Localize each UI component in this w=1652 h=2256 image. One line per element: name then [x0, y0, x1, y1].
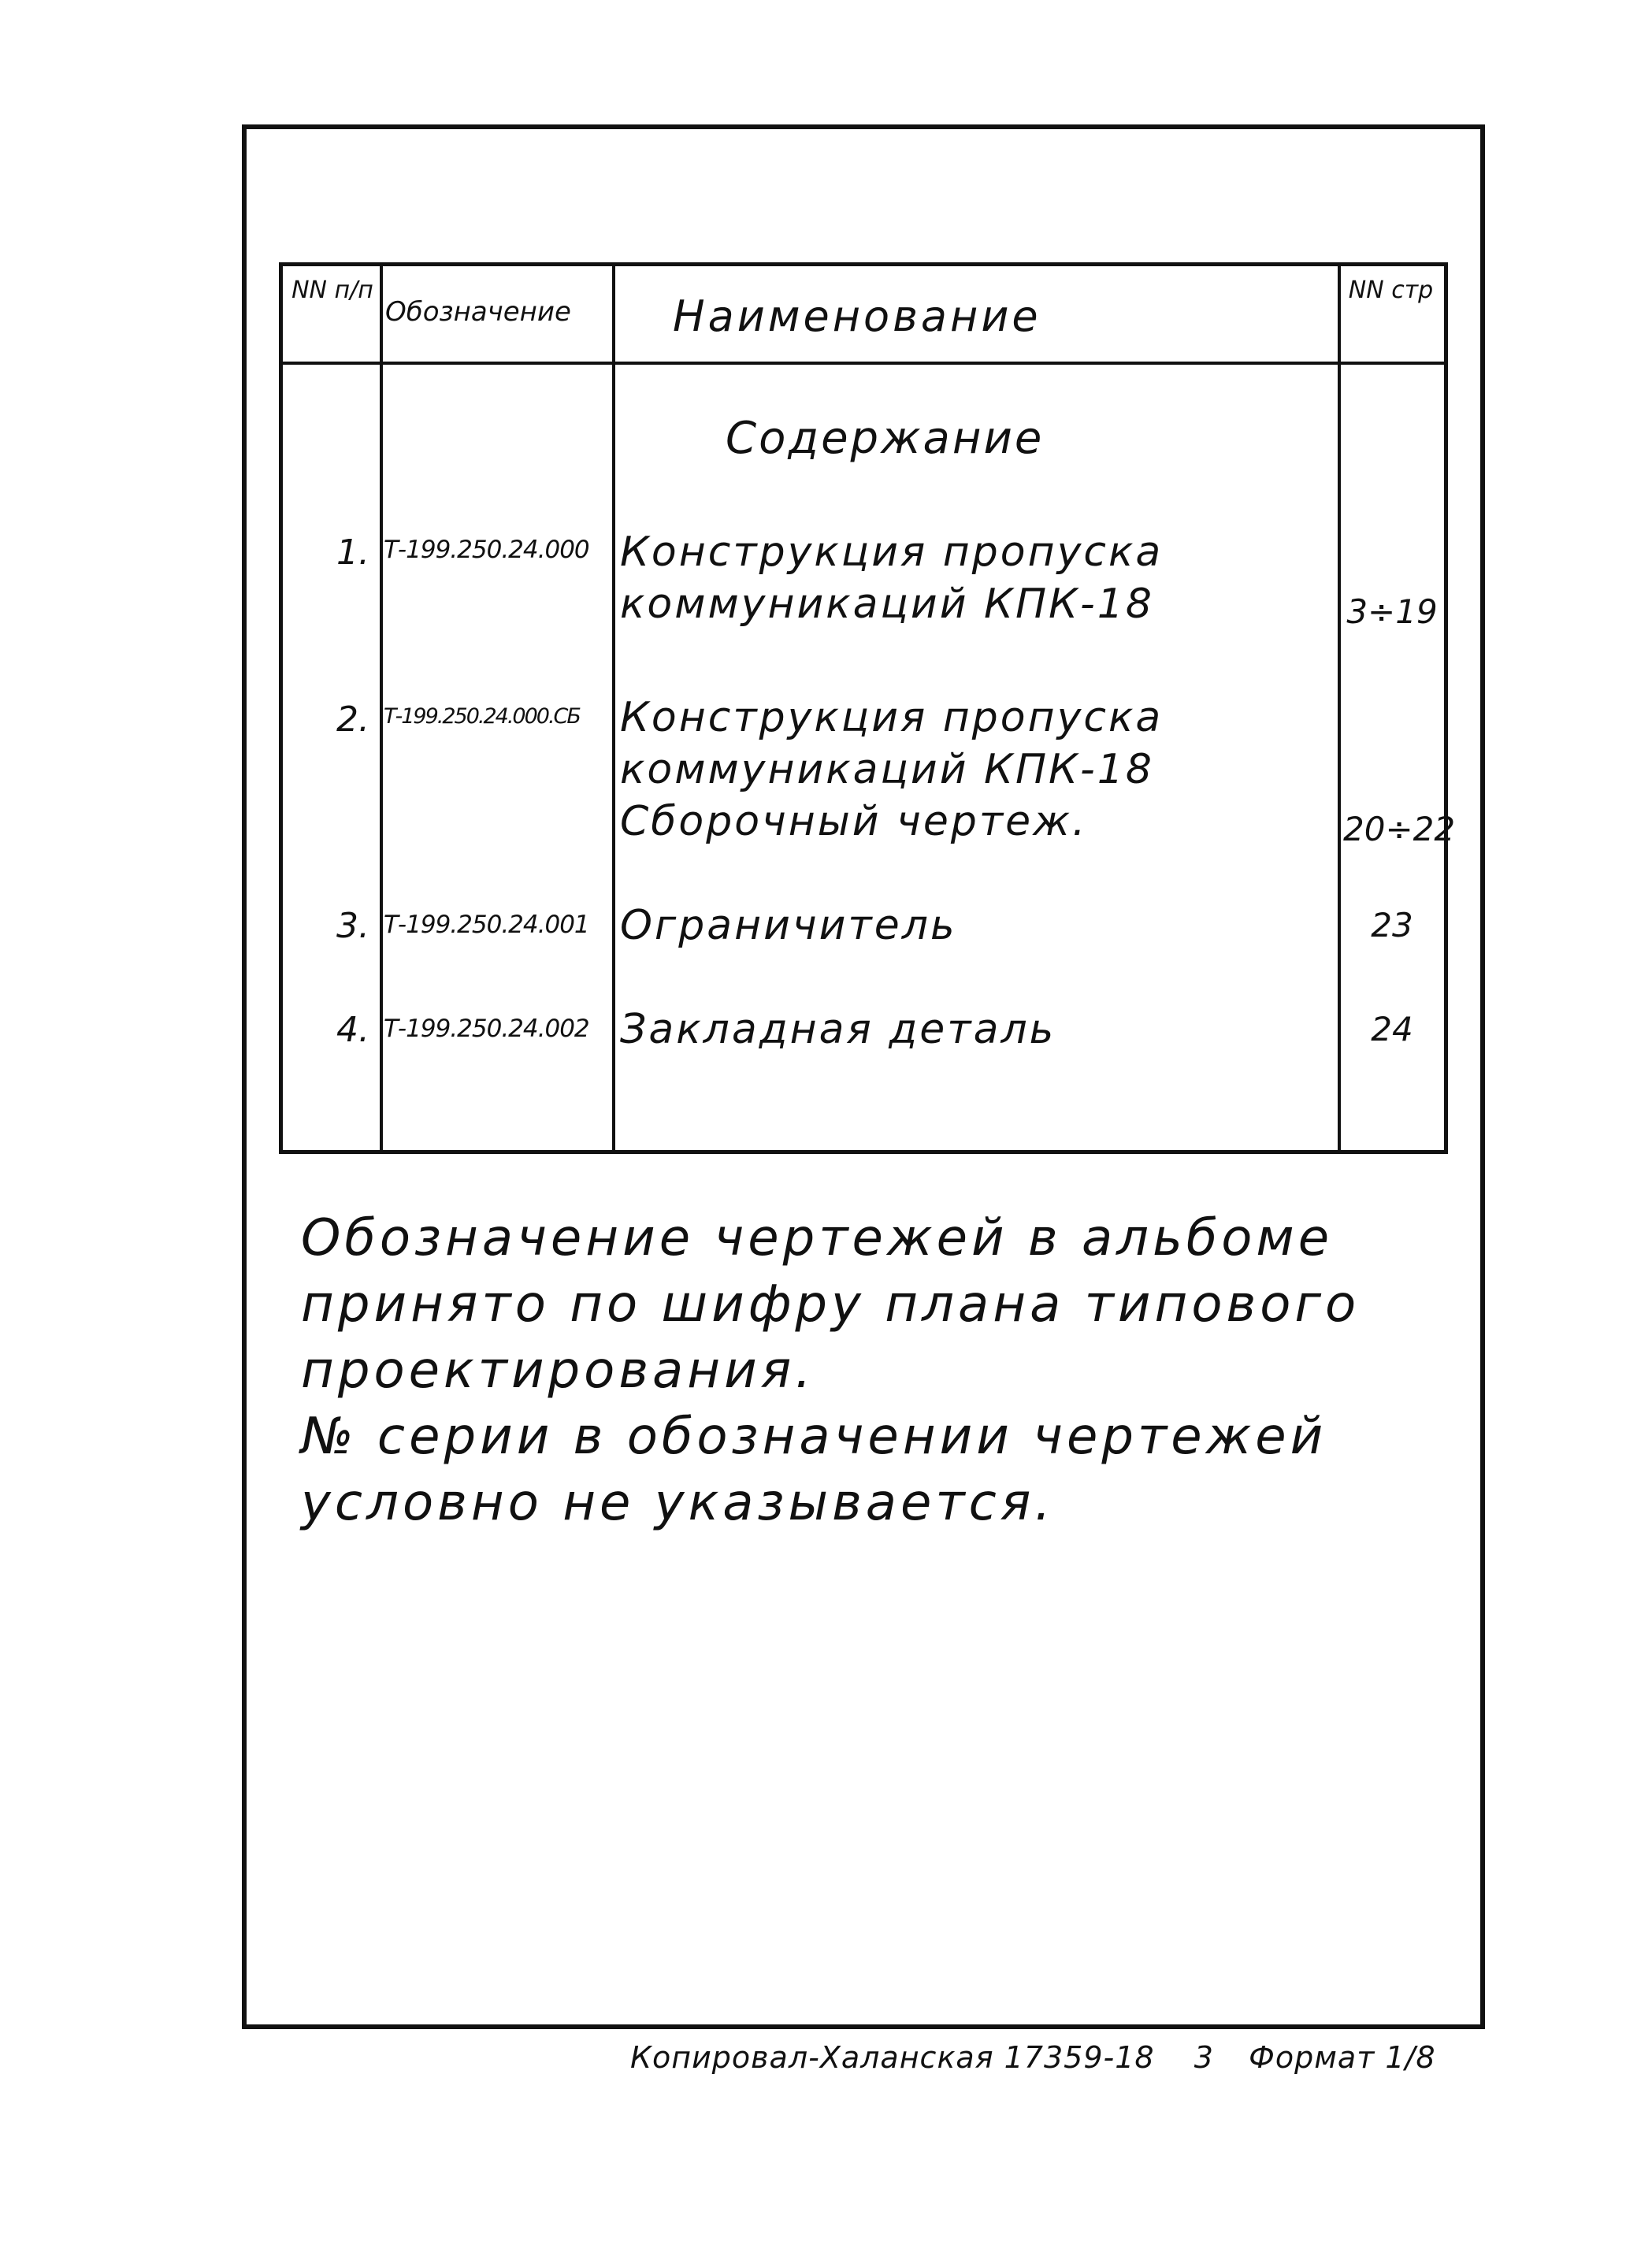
- row-number: 1.: [336, 532, 369, 573]
- row-designation: Т-199.250.24.000.СБ: [384, 704, 580, 729]
- header-designation: Обозначение: [385, 296, 571, 328]
- note-line: Обозначение чертежей в альбоме: [301, 1209, 1334, 1267]
- row-pages: 23: [1371, 906, 1413, 944]
- column-divider: [380, 266, 383, 1150]
- note-line: условно не указывается.: [301, 1474, 1055, 1532]
- row-pages: 20÷22: [1343, 810, 1456, 848]
- footer-sheet: 3: [1194, 2040, 1214, 2075]
- row-name-line: коммуникаций КПК-18: [620, 581, 1154, 628]
- row-number: 2.: [336, 699, 369, 740]
- row-name-line: Ограничитель: [620, 902, 957, 949]
- footer-copied-by: Копировал-Халанская: [630, 2040, 994, 2075]
- row-pages: 3÷19: [1346, 592, 1438, 631]
- row-designation: Т-199.250.24.001: [384, 911, 589, 939]
- row-number: 4.: [336, 1010, 369, 1050]
- section-title: Содержание: [726, 413, 1045, 464]
- row-pages: 24: [1371, 1010, 1413, 1048]
- row-number: 3.: [336, 906, 369, 946]
- row-name-line: Конструкция пропуска: [620, 694, 1164, 741]
- column-divider: [612, 266, 615, 1150]
- footer: [630, 2040, 1436, 2075]
- row-designation: Т-199.250.24.002: [384, 1015, 589, 1043]
- row-name-line: Закладная деталь: [620, 1006, 1056, 1053]
- row-designation: Т-199.250.24.000: [384, 536, 589, 564]
- row-name-line: Сборочный чертеж.: [620, 798, 1088, 845]
- footer-order: 17359-18: [1004, 2040, 1155, 2075]
- header-pages: NN стр: [1348, 276, 1434, 304]
- footer-format: Формат 1/8: [1249, 2040, 1436, 2075]
- row-name-line: коммуникаций КПК-18: [620, 746, 1154, 793]
- header-divider: [283, 362, 1444, 365]
- row-name-line: Конструкция пропуска: [620, 529, 1164, 576]
- header-name: Наименование: [673, 291, 1041, 341]
- contents-table: [279, 262, 1456, 1154]
- column-divider: [1338, 266, 1341, 1150]
- note-line: проектирования.: [301, 1341, 815, 1400]
- header-number: NN п/п: [291, 276, 373, 304]
- note-line: принято по шифру плана типового: [301, 1275, 1361, 1334]
- note-line: № серии в обозначении чертежей: [301, 1408, 1327, 1466]
